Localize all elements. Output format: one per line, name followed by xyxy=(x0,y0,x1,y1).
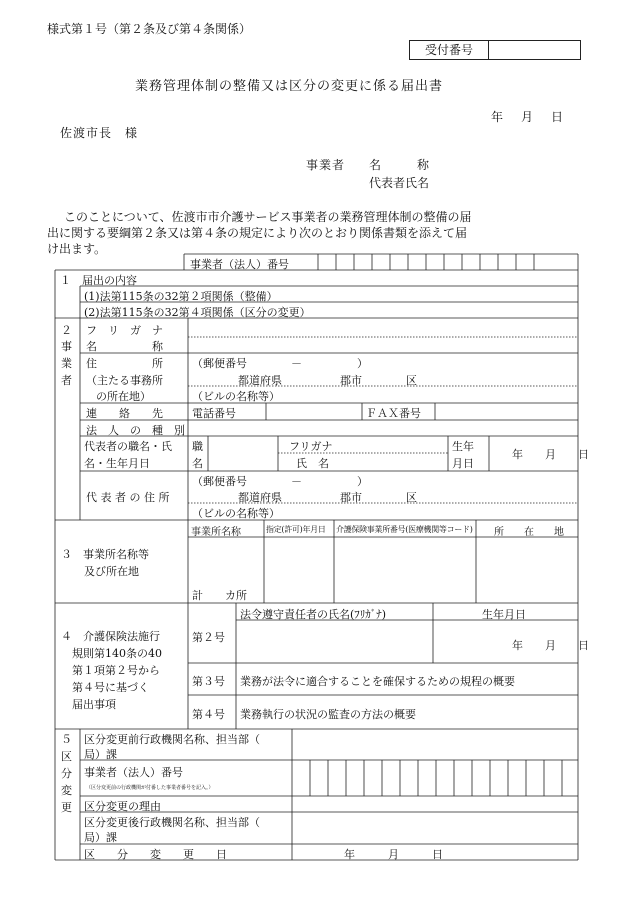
applicant-name-label: 名 称 xyxy=(369,158,430,172)
form-code: 様式第１号（第２条及び第４条関係） xyxy=(47,22,252,36)
before-corp-number-label: 事業者（法人）番号 xyxy=(84,766,183,779)
change-date-label: 区 分 変 更 日 xyxy=(84,848,227,861)
sec2-side-4: 者 xyxy=(61,374,72,387)
sec2-side-3: 業 xyxy=(61,357,72,370)
corp-number-label: 事業者（法人）番号 xyxy=(190,258,289,271)
document-title: 業務管理体制の整備又は区分の変更に係る届出書 xyxy=(135,79,444,94)
applicant-rep-label: 代表者氏名 xyxy=(369,176,430,190)
furigana-label: フ リ ガ ナ xyxy=(86,324,163,337)
address-label-1: 住 所 xyxy=(86,357,163,370)
sec5-side-3: 分 xyxy=(61,767,72,780)
sec4-title-3: 第１項第２号から xyxy=(72,664,160,677)
sec2-side-2: 事 xyxy=(61,340,72,353)
applicant-label: 事業者 xyxy=(306,158,346,172)
after-office-label-2: 局）課 xyxy=(84,831,117,844)
rep-ward-label: 区 xyxy=(406,491,417,504)
before-corp-number-note: （区分変更前の行政機関が付番した事業者番号を記入。） xyxy=(86,785,214,791)
sec1-option-1[interactable]: (1)法第115条の32第２項関係（整備） xyxy=(84,290,278,303)
sec5-side-1: ５ xyxy=(61,733,72,746)
sec3-title-1: ３ 事業所名称等 xyxy=(61,548,149,561)
change-reason-label: 区分変更の理由 xyxy=(84,800,161,813)
sec1-title: １ 届出の内容 xyxy=(60,274,137,287)
phone-label: 電話番号 xyxy=(192,407,236,420)
sec4-title-2: 規則第140条の40 xyxy=(72,647,162,660)
col-location: 所 在 地 xyxy=(494,527,564,538)
contact-label: 連 絡 先 xyxy=(86,407,163,420)
name-label: 名 称 xyxy=(86,340,163,353)
rep-title-label-1: 代表者の職名・氏 xyxy=(84,440,172,453)
rep-name-label: 氏 名 xyxy=(296,457,329,470)
prefecture-label: 都道府県 xyxy=(238,374,282,387)
intro-line-2: 出に関する要綱第２条又は第４条の規定により次のとおり関係書類を添えて届 xyxy=(47,226,468,240)
rep-postal-field[interactable]: （郵便番号 － ） xyxy=(192,475,368,488)
item-2-date: 年 月 日 xyxy=(512,639,589,652)
building-field[interactable]: （ビルの名称等） xyxy=(192,390,280,403)
addressee: 佐渡市長 様 xyxy=(60,126,139,140)
intro-line-3: け出ます。 xyxy=(47,242,107,256)
address-label-3: の所在地） xyxy=(96,390,151,403)
rep-job-label-2: 名 xyxy=(192,457,203,470)
postal-field[interactable]: （郵便番号 － ） xyxy=(192,357,368,370)
rep-furigana-label: フリガナ xyxy=(289,440,333,453)
rep-address-label: 代 表 者 の 住 所 xyxy=(86,491,170,504)
intro-line-1: このことについて、佐渡市市介護サービス事業者の業務管理体制の整備の届 xyxy=(64,210,472,224)
col-office-name: 事業所名称 xyxy=(191,527,241,538)
rep-title-label-2: 名・生年月日 xyxy=(84,457,150,470)
before-office-label-1: 区分変更前行政機関名称、担当部（ xyxy=(84,733,260,746)
item-3-text: 業務が法令に適合することを確保するための規程の概要 xyxy=(240,675,515,688)
rep-prefecture-label: 都道府県 xyxy=(238,491,282,504)
sec5-side-5: 更 xyxy=(61,801,72,814)
change-date-value: 年 月 日 xyxy=(344,848,443,861)
address-label-2: （主たる事務所 xyxy=(86,374,163,387)
officer-birth-label: 生年月日 xyxy=(482,608,526,621)
rep-birth-label-2: 月日 xyxy=(452,457,474,470)
rep-birth-value: 年 月 日 xyxy=(512,448,589,461)
sec4-title-1: ４ 介護保険法施行 xyxy=(61,630,160,643)
officer-name-label: 法令遵守責任者の氏名(ﾌﾘｶﾞﾅ) xyxy=(240,608,387,621)
city-label: 郡市 xyxy=(340,374,362,387)
after-office-label-1: 区分変更後行政機関名称、担当部（ xyxy=(84,816,260,829)
corp-type-label: 法 人 の 種 別 xyxy=(86,424,185,437)
rep-birth-label-1: 生年 xyxy=(452,440,474,453)
sec5-side-4: 変 xyxy=(61,784,72,797)
sec3-title-2: 及び所在地 xyxy=(84,565,139,578)
item-2-label: 第２号 xyxy=(192,631,225,644)
item-4-label: 第４号 xyxy=(192,708,225,721)
sec4-title-5: 届出事項 xyxy=(72,698,116,711)
receipt-number-label: 受付番号 xyxy=(410,41,489,59)
col-office-number: 介護保険事業所番号(医療機関等コード) xyxy=(336,525,473,534)
ward-label: 区 xyxy=(406,374,417,387)
date-line: 年 月 日 xyxy=(491,110,564,124)
col-designation-date: 指定(許可)年月日 xyxy=(266,525,326,534)
sec1-option-2[interactable]: (2)法第115条の32第４項関係（区分の変更） xyxy=(84,306,311,319)
item-3-label: 第３号 xyxy=(192,675,225,688)
sec2-side-1: ２ xyxy=(61,324,72,337)
office-total: 計 カ所 xyxy=(192,589,247,602)
rep-job-label-1: 職 xyxy=(192,440,203,453)
item-4-text: 業務執行の状況の監査の方法の概要 xyxy=(240,708,416,721)
sec5-side-2: 区 xyxy=(61,750,72,763)
rep-city-label: 郡市 xyxy=(340,491,362,504)
sec4-title-4: 第４号に基づく xyxy=(72,681,149,694)
before-office-label-2: 局）課 xyxy=(84,748,117,761)
rep-building-field[interactable]: （ビルの名称等） xyxy=(192,507,280,520)
fax-label: ＦＡＸ番号 xyxy=(366,407,421,420)
